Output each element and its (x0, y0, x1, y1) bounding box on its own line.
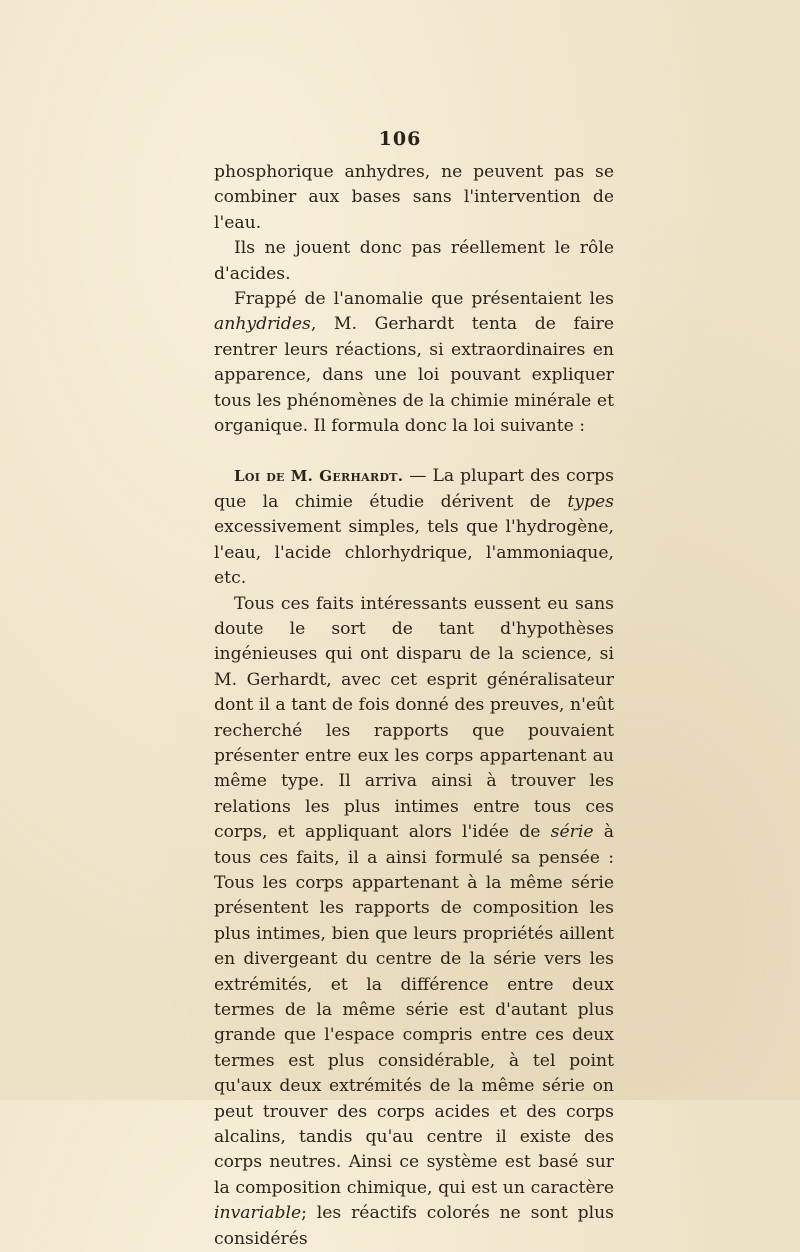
italic-term-invariable: invariable (214, 1203, 301, 1223)
paragraph-series (214, 592, 614, 1252)
paragraph-anhydrides (214, 287, 614, 439)
italic-term-anhydrides: anhydrides (214, 314, 311, 334)
text-run: à tous ces faits, il a ainsi formulé sa pensée : Tous les corps appartenant à la même série présentent les rapports de composition les plus intimes, bien que leurs propriétés aillent en divergeant du centre de la série vers les extrémités, et la différence entre deux termes de la même série est d'autant plus grande que l'espace compris entre ces deux termes est plus considérable, à tel point qu'aux deux extrémités de la même série on peut trouver des corps acides et des corps alcalins, tandis qu'au centre il existe des corps neutres. Ainsi ce système est basé sur la composition chimique, qui est un caractère (214, 822, 614, 1198)
paragraph-continuation: phosphorique anhydres, ne peuvent pas se combiner aux bases sans l'intervention de l'eau. (214, 160, 614, 236)
text-run: ; les réactifs colorés ne sont plus considérés (214, 1203, 614, 1248)
text-run: excessivement simples, tels que l'hydrogène, l'eau, l'acide chlorhydrique, l'ammoniaque, etc. (214, 517, 614, 588)
body-text (214, 160, 614, 1252)
italic-term-serie: série (551, 822, 594, 842)
text-run: Frappé de l'anomalie que présentaient les (234, 289, 614, 309)
italic-term-types: types (567, 492, 614, 512)
text-run: — La plupart des corps que la chimie étudie dérivent de (214, 466, 614, 511)
text-run: , M. Gerhardt tenta de faire rentrer leurs réactions, si extraordinaires en apparence, dans une loi pouvant expliquer tous les phénomènes de la chimie minérale et organique. Il formula donc la loi suivante : (214, 314, 614, 436)
text-run: Tous ces faits intéressants eussent eu sans doute le sort de tant d'hypothèses ingénieuses qui ont disparu de la science, si M. Gerhardt, avec cet esprit généralisateur dont il a tant de fois donné des preuves, n'eût recherché les rapports que pouvaient présenter entre eux les corps appartenant au même type. Il arriva ainsi à trouver les relations les plus intimes entre tous ces corps, et appliquant alors l'idée de (214, 594, 614, 843)
paragraph-law (214, 464, 614, 591)
page-number: 106 (0, 128, 800, 150)
section-title-loi-gerhardt: Loi de M. Gerhardt. (234, 467, 403, 485)
paragraph-gap (214, 439, 614, 464)
paragraph-acids: Ils ne jouent donc pas réellement le rôle d'acides. (214, 236, 614, 287)
